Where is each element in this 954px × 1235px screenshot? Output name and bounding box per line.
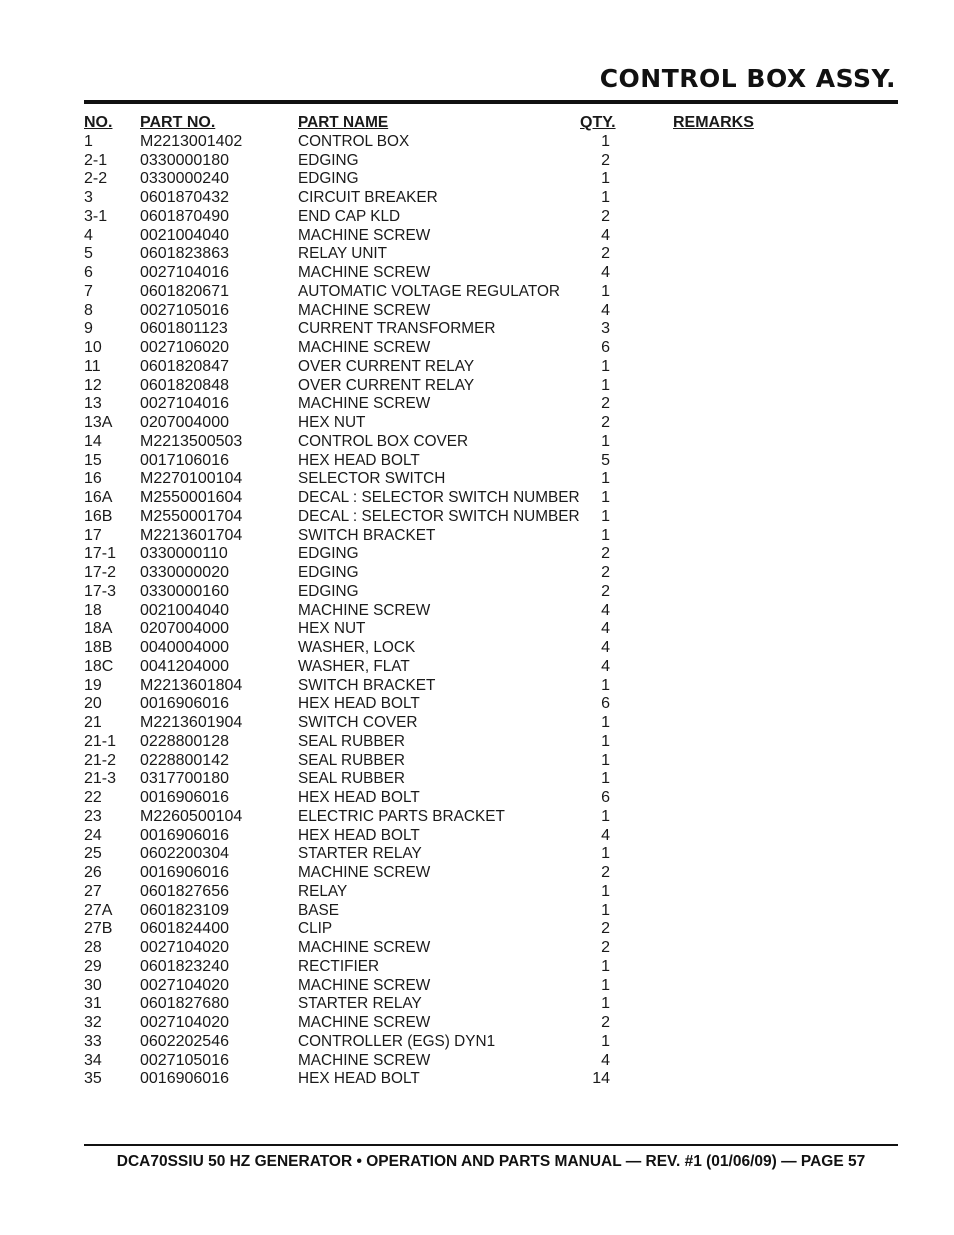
row-qty: 1 <box>601 957 610 975</box>
row-part-no: 0016906016 <box>140 864 229 881</box>
row-no: 12 <box>84 376 102 394</box>
bottom-divider <box>84 1144 898 1146</box>
table-row <box>84 789 884 808</box>
row-part-no: 0027104016 <box>140 395 229 413</box>
row-qty: 4 <box>601 657 610 675</box>
row-part-name: HEX HEAD BOLT <box>298 826 420 844</box>
row-no: 21 <box>84 714 102 731</box>
row-no: 2-2 <box>84 170 108 188</box>
row-part-no: 0027105016 <box>140 301 229 319</box>
row-part-name: MACHINE SCREW <box>298 395 431 413</box>
row-part-no: 0601820671 <box>140 282 229 300</box>
row-qty: 2 <box>601 414 610 431</box>
row-no: 18B <box>84 639 113 656</box>
table-row <box>84 395 884 414</box>
row-part-no: 0601827656 <box>140 882 229 900</box>
row-part-name: AUTOMATIC VOLTAGE REGULATOR <box>298 282 561 300</box>
table-row <box>84 470 884 489</box>
row-no: 33 <box>84 1032 102 1050</box>
table-header <box>84 114 884 133</box>
table-body <box>84 133 884 1089</box>
row-part-name: MACHINE SCREW <box>298 939 431 956</box>
table-row <box>84 1033 884 1052</box>
row-part-no: M2550001604 <box>140 489 243 506</box>
row-qty: 5 <box>601 451 610 469</box>
row-part-no: 0228800128 <box>140 732 229 750</box>
row-qty: 2 <box>601 564 610 581</box>
table-row <box>84 320 884 339</box>
row-part-no: 0601870432 <box>140 189 229 206</box>
row-qty: 4 <box>601 601 610 619</box>
row-no: 8 <box>84 301 93 319</box>
top-divider <box>84 100 898 104</box>
row-no: 32 <box>84 1014 102 1031</box>
row-qty: 6 <box>601 339 610 356</box>
table-row <box>84 527 884 546</box>
table-row <box>84 377 884 396</box>
row-part-name: MACHINE SCREW <box>298 339 431 356</box>
row-no: 3 <box>84 189 93 206</box>
table-row <box>84 245 884 264</box>
row-qty: 4 <box>601 639 610 656</box>
row-part-no: 0017106016 <box>140 451 229 469</box>
row-qty: 2 <box>601 245 610 263</box>
row-part-name: END CAP KLD <box>298 207 401 225</box>
row-no: 11 <box>84 357 101 375</box>
row-qty: 1 <box>601 432 610 450</box>
row-qty: 2 <box>601 864 610 881</box>
table-row <box>84 508 884 527</box>
row-part-no: 0027104020 <box>140 1014 229 1031</box>
row-no: 29 <box>84 957 102 975</box>
row-part-name: HEX HEAD BOLT <box>298 789 420 806</box>
row-no: 30 <box>84 976 102 994</box>
table-row <box>84 902 884 921</box>
table-row <box>84 414 884 433</box>
row-part-no: 0016906016 <box>140 826 229 844</box>
table-row <box>84 602 884 621</box>
table-row <box>84 227 884 246</box>
row-qty: 1 <box>601 470 610 488</box>
row-qty: 4 <box>601 264 610 281</box>
row-no: 15 <box>84 451 102 469</box>
table-row <box>84 639 884 658</box>
row-part-no: 0601827680 <box>140 995 229 1013</box>
row-part-no: M2260500104 <box>140 807 243 825</box>
row-part-no: 0016906016 <box>140 789 229 806</box>
row-part-no: M2213601804 <box>140 676 243 694</box>
row-qty: 4 <box>601 1051 610 1069</box>
row-part-no: 0027105016 <box>140 1051 229 1069</box>
table-row <box>84 752 884 771</box>
row-part-name: EDGING <box>298 170 359 188</box>
row-no: 21-3 <box>84 770 117 788</box>
row-part-no: 0041204000 <box>140 657 229 675</box>
row-no: 16A <box>84 489 113 506</box>
row-no: 18A <box>84 620 113 638</box>
row-part-no: 0330000160 <box>140 582 229 600</box>
row-part-name: CONTROL BOX <box>298 132 410 150</box>
row-qty: 1 <box>601 995 610 1013</box>
row-part-no: 0027104020 <box>140 939 229 956</box>
table-row <box>84 452 884 471</box>
row-part-no: 0601823109 <box>140 901 229 919</box>
table-row <box>84 995 884 1014</box>
row-part-name: DECAL : SELECTOR SWITCH NUMBER <box>298 489 580 506</box>
page-footer: DCA70SSIU 50 HZ GENERATOR • OPERATION AND PARTS MANUAL — REV. #1 (01/06/09) — PAGE 57 <box>116 1153 866 1170</box>
row-part-name: MACHINE SCREW <box>298 301 431 319</box>
row-part-name: SEAL RUBBER <box>298 751 405 769</box>
row-no: 19 <box>84 676 102 694</box>
row-part-name: EDGING <box>298 545 359 563</box>
row-part-name: CLIP <box>298 920 333 938</box>
row-no: 5 <box>84 245 93 263</box>
row-no: 6 <box>84 264 93 281</box>
row-no: 28 <box>84 939 102 956</box>
table-row <box>84 545 884 564</box>
row-part-no: 0330000180 <box>140 151 229 169</box>
row-part-name: MACHINE SCREW <box>298 264 431 281</box>
row-part-no: 0601823240 <box>140 957 229 975</box>
row-part-name: RECTIFIER <box>298 957 380 975</box>
table-row <box>84 170 884 189</box>
row-part-name: SWITCH BRACKET <box>298 526 436 544</box>
row-part-name: OVER CURRENT RELAY <box>298 357 475 375</box>
row-qty: 1 <box>601 676 610 694</box>
row-part-name: HEX HEAD BOLT <box>298 695 420 713</box>
row-no: 3-1 <box>84 207 108 225</box>
row-qty: 1 <box>601 489 610 506</box>
row-qty: 2 <box>601 1014 610 1031</box>
row-qty: 1 <box>601 807 610 825</box>
row-part-no: 0027106020 <box>140 339 229 356</box>
row-no: 25 <box>84 845 102 863</box>
row-part-no: 0601824400 <box>140 920 229 938</box>
row-no: 17-1 <box>84 545 117 563</box>
row-no: 23 <box>84 807 102 825</box>
row-no: 14 <box>84 432 102 450</box>
table-row <box>84 339 884 358</box>
row-qty: 2 <box>601 939 610 956</box>
row-no: 2-1 <box>84 151 108 169</box>
row-part-name: OVER CURRENT RELAY <box>298 376 475 394</box>
table-row <box>84 208 884 227</box>
row-part-name: MACHINE SCREW <box>298 1014 431 1031</box>
row-part-name: SEAL RUBBER <box>298 732 405 750</box>
row-qty: 2 <box>601 207 610 225</box>
row-no: 24 <box>84 826 102 844</box>
row-qty: 1 <box>601 357 610 375</box>
row-part-name: STARTER RELAY <box>298 995 422 1013</box>
row-part-no: M2213500503 <box>140 432 243 450</box>
row-part-name: SEAL RUBBER <box>298 770 405 788</box>
header-part-no: PART NO. <box>140 114 216 131</box>
row-qty: 1 <box>601 714 610 731</box>
row-part-name: HEX NUT <box>298 414 366 431</box>
row-part-name: EDGING <box>298 564 359 581</box>
row-no: 17 <box>84 526 102 544</box>
row-qty: 4 <box>601 826 610 844</box>
row-part-name: CONTROLLER (EGS) DYN1 <box>298 1032 496 1050</box>
row-no: 17-3 <box>84 582 117 600</box>
table-row <box>84 883 884 902</box>
table-row <box>84 302 884 321</box>
row-qty: 1 <box>601 507 610 525</box>
table-row <box>84 958 884 977</box>
row-part-name: ELECTRIC PARTS BRACKET <box>298 807 505 825</box>
table-row <box>84 358 884 377</box>
row-part-no: 0027104020 <box>140 976 229 994</box>
row-no: 21-2 <box>84 751 117 769</box>
row-qty: 2 <box>601 395 610 413</box>
row-qty: 6 <box>601 789 610 806</box>
row-no: 4 <box>84 226 93 244</box>
row-no: 16 <box>84 470 102 488</box>
table-row <box>84 283 884 302</box>
table-row <box>84 564 884 583</box>
row-part-no: 0601820847 <box>140 357 229 375</box>
table-row <box>84 714 884 733</box>
row-part-no: M2213001402 <box>140 132 243 150</box>
row-qty: 14 <box>592 1070 610 1088</box>
row-part-no: 0228800142 <box>140 751 229 769</box>
row-no: 16B <box>84 507 113 525</box>
row-qty: 1 <box>601 376 610 394</box>
row-no: 21-1 <box>84 732 117 750</box>
header-qty: QTY. <box>580 114 616 131</box>
row-qty: 1 <box>601 732 610 750</box>
header-part-name: PART NAME <box>298 114 389 131</box>
row-part-name: MACHINE SCREW <box>298 976 431 994</box>
row-part-name: CONTROL BOX COVER <box>298 432 469 450</box>
table-row <box>84 1070 884 1089</box>
row-part-name: SELECTOR SWITCH <box>298 470 446 488</box>
row-part-no: 0330000020 <box>140 564 229 581</box>
row-qty: 1 <box>601 770 610 788</box>
parts-table <box>84 114 884 1089</box>
row-part-no: 0602200304 <box>140 845 229 863</box>
row-part-name: CIRCUIT BREAKER <box>298 189 438 206</box>
table-row <box>84 977 884 996</box>
row-qty: 1 <box>601 751 610 769</box>
row-part-name: RELAY UNIT <box>298 245 388 263</box>
row-part-no: M2550001704 <box>140 507 243 525</box>
table-row <box>84 677 884 696</box>
row-qty: 2 <box>601 920 610 938</box>
row-no: 20 <box>84 695 102 713</box>
row-part-no: 0016906016 <box>140 1070 229 1088</box>
row-qty: 4 <box>601 620 610 638</box>
table-row <box>84 770 884 789</box>
row-part-name: HEX HEAD BOLT <box>298 451 420 469</box>
row-qty: 4 <box>601 226 610 244</box>
row-part-no: 0207004000 <box>140 620 229 638</box>
table-row <box>84 1052 884 1071</box>
row-no: 10 <box>84 339 102 356</box>
row-part-no: 0601823863 <box>140 245 229 263</box>
row-part-no: M2213601904 <box>140 714 243 731</box>
page-title: CONTROL BOX ASSY. <box>599 64 896 93</box>
row-qty: 6 <box>601 695 610 713</box>
header-remarks: REMARKS <box>673 114 754 131</box>
row-qty: 1 <box>601 132 610 150</box>
table-row <box>84 1014 884 1033</box>
row-part-name: STARTER RELAY <box>298 845 422 863</box>
row-qty: 2 <box>601 545 610 563</box>
row-part-no: 0602202546 <box>140 1032 229 1050</box>
row-part-no: 0207004000 <box>140 414 229 431</box>
row-qty: 2 <box>601 582 610 600</box>
row-qty: 1 <box>601 282 610 300</box>
table-row <box>84 695 884 714</box>
table-row <box>84 808 884 827</box>
table-row <box>84 658 884 677</box>
row-part-name: MACHINE SCREW <box>298 226 431 244</box>
row-part-name: MACHINE SCREW <box>298 864 431 881</box>
row-no: 35 <box>84 1070 102 1088</box>
row-qty: 1 <box>601 976 610 994</box>
row-part-no: M2270100104 <box>140 470 243 488</box>
row-qty: 1 <box>601 170 610 188</box>
row-part-name: MACHINE SCREW <box>298 1051 431 1069</box>
table-row <box>84 827 884 846</box>
table-row <box>84 489 884 508</box>
row-no: 1 <box>84 132 93 150</box>
row-part-no: 0040004000 <box>140 639 229 656</box>
row-part-no: 0601820848 <box>140 376 229 394</box>
row-part-no: 0330000240 <box>140 170 229 188</box>
row-qty: 1 <box>601 189 610 206</box>
row-no: 26 <box>84 864 102 881</box>
table-row <box>84 152 884 171</box>
row-part-name: HEX NUT <box>298 620 366 638</box>
row-part-name: MACHINE SCREW <box>298 601 431 619</box>
row-no: 34 <box>84 1051 102 1069</box>
row-part-name: BASE <box>298 901 339 919</box>
table-row <box>84 620 884 639</box>
row-part-name: EDGING <box>298 582 359 600</box>
row-part-no: 0021004040 <box>140 601 229 619</box>
row-part-no: 0330000110 <box>140 545 228 563</box>
row-qty: 1 <box>601 526 610 544</box>
row-qty: 1 <box>601 882 610 900</box>
table-row <box>84 264 884 283</box>
row-no: 27A <box>84 901 113 919</box>
row-no: 9 <box>84 320 93 338</box>
row-part-name: HEX HEAD BOLT <box>298 1070 420 1088</box>
row-part-name: SWITCH COVER <box>298 714 418 731</box>
row-qty: 2 <box>601 151 610 169</box>
row-no: 27B <box>84 920 113 938</box>
table-row <box>84 845 884 864</box>
table-row <box>84 189 884 208</box>
header-no: NO. <box>84 114 113 131</box>
row-part-name: RELAY <box>298 882 348 900</box>
table-row <box>84 583 884 602</box>
row-no: 17-2 <box>84 564 117 581</box>
row-part-no: M2213601704 <box>140 526 243 544</box>
row-part-no: 0021004040 <box>140 226 229 244</box>
row-part-name: DECAL : SELECTOR SWITCH NUMBER <box>298 507 580 525</box>
row-no: 13 <box>84 395 102 413</box>
row-qty: 4 <box>601 301 610 319</box>
row-no: 18C <box>84 657 114 675</box>
row-no: 18 <box>84 601 102 619</box>
row-part-name: EDGING <box>298 151 359 169</box>
row-part-no: 0601870490 <box>140 207 229 225</box>
row-part-name: WASHER, LOCK <box>298 639 416 656</box>
row-no: 13A <box>84 414 113 431</box>
table-row <box>84 433 884 452</box>
row-qty: 1 <box>601 1032 610 1050</box>
row-no: 7 <box>84 282 93 300</box>
row-qty: 1 <box>601 901 610 919</box>
row-no: 31 <box>84 995 102 1013</box>
row-part-no: 0016906016 <box>140 695 229 713</box>
row-no: 22 <box>84 789 102 806</box>
row-no: 27 <box>84 882 102 900</box>
table-row <box>84 733 884 752</box>
row-part-no: 0601801123 <box>140 320 228 338</box>
table-row <box>84 939 884 958</box>
table-row <box>84 920 884 939</box>
row-part-no: 0317700180 <box>140 770 229 788</box>
row-part-no: 0027104016 <box>140 264 229 281</box>
table-row <box>84 864 884 883</box>
row-part-name: CURRENT TRANSFORMER <box>298 320 496 338</box>
row-qty: 3 <box>601 320 610 338</box>
row-part-name: WASHER, FLAT <box>298 657 410 675</box>
row-qty: 1 <box>601 845 610 863</box>
row-part-name: SWITCH BRACKET <box>298 676 436 694</box>
table-row <box>84 133 884 152</box>
